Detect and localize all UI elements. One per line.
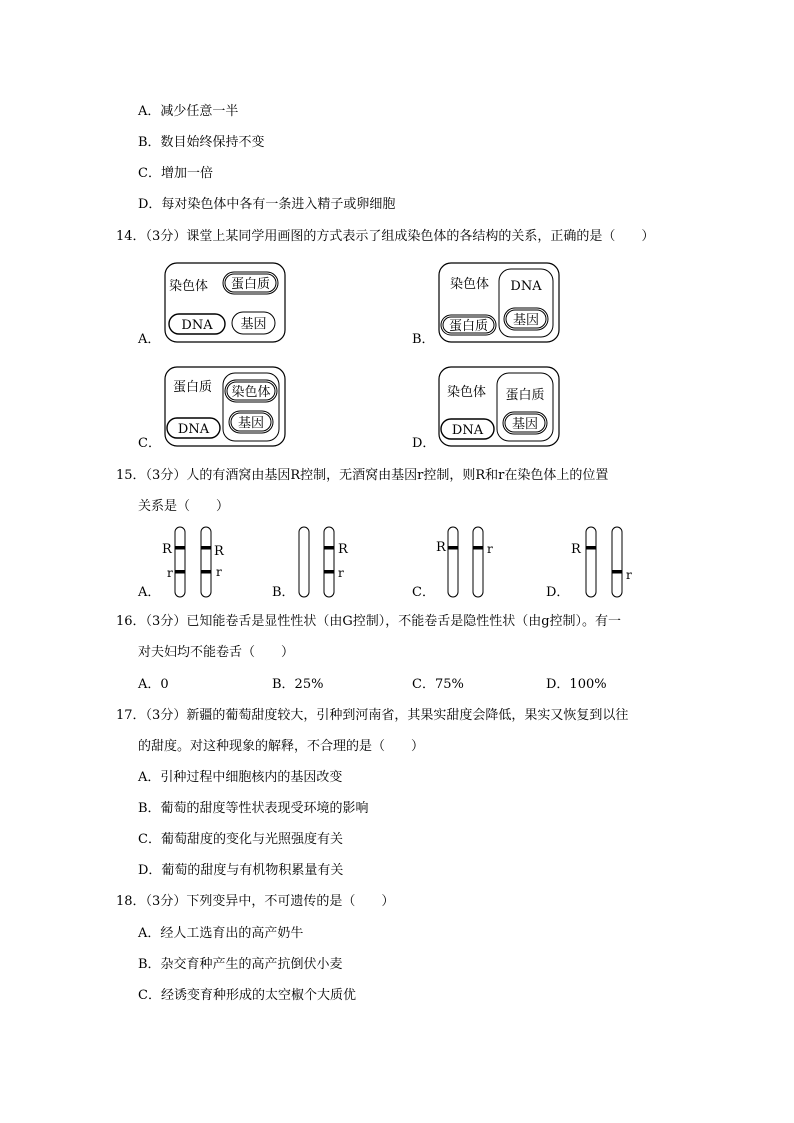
- q15-letter-d: D．: [546, 585, 570, 600]
- q15c-r: r: [487, 542, 493, 556]
- q16-option-a: A．0: [138, 677, 169, 692]
- q15-diagram-d: [566, 525, 642, 601]
- q18-stem: 18．（3分）下列变异中，不可遗传的是（ ）: [116, 894, 395, 909]
- q18-option-a: A．经人工选育出的高产奶牛: [138, 926, 304, 941]
- q14d-protein-label: 蛋白质: [505, 388, 545, 403]
- q15d-r: r: [626, 568, 632, 582]
- q14a-protein-label: 蛋白质: [230, 277, 271, 292]
- q14c-gene-label: 基因: [237, 416, 265, 431]
- q16-option-b: B．25%: [272, 677, 324, 692]
- q14b-dna-label: DNA: [510, 279, 542, 294]
- q14c-dna-label: DNA: [177, 422, 210, 437]
- q15d-R: R: [571, 542, 581, 557]
- q18-option-c: C．经诱变育种形成的太空椒个大质优: [138, 988, 356, 1003]
- q16-option-d: D．100%: [546, 677, 607, 692]
- q14-diagram-b: [438, 262, 560, 344]
- q14c-outer-label: 蛋白质: [173, 380, 213, 395]
- q16-option-c: C．75%: [412, 677, 464, 692]
- q15a-left-r: r: [167, 566, 173, 580]
- q15a-right-R: R: [214, 544, 224, 559]
- q17-option-b: B．葡萄的甜度等性状表现受环境的影响: [138, 801, 369, 816]
- q16-stem-line1: 16．（3分）已知能卷舌是显性性状（由G控制），不能卷舌是隐性性状（由g控制）。有一: [116, 614, 622, 629]
- q14-stem: 14．（3分）课堂上某同学用画图的方式表示了组成染色体的各结构的关系，正确的是（ ）: [116, 229, 655, 244]
- q15-diagram-a: [160, 525, 230, 601]
- q15a-left-R: R: [162, 542, 172, 557]
- q15b-R: R: [338, 542, 348, 557]
- q15a-right-r: r: [216, 565, 222, 579]
- q14-letter-b: B．: [412, 332, 435, 347]
- q13-option-d: D．每对染色体中各有一条进入精子或卵细胞: [138, 197, 396, 212]
- q15-letter-a: A．: [138, 585, 161, 600]
- q14-letter-d: D．: [412, 436, 436, 451]
- q15-letter-b: B．: [272, 585, 295, 600]
- q13-option-a: A．减少任意一半: [138, 104, 239, 119]
- q13-option-b: B．数目始终保持不变: [138, 135, 265, 150]
- q14-letter-a: A．: [138, 332, 161, 347]
- q17-option-c: C．葡萄甜度的变化与光照强度有关: [138, 832, 343, 847]
- q14-diagram-c: [164, 366, 286, 448]
- q15-diagram-c: [432, 525, 502, 601]
- q16-stem-line2: 对夫妇均不能卷舌（ ）: [138, 645, 295, 660]
- q17-option-a: A．引种过程中细胞核内的基因改变: [138, 770, 343, 785]
- q14-diagram-a: [164, 262, 286, 344]
- q15-stem-line1: 15．（3分）人的有酒窝由基因R控制，无酒窝由基因r控制，则R和r在染色体上的位置: [116, 468, 609, 483]
- q15c-R: R: [436, 540, 446, 555]
- q15b-r: r: [338, 566, 344, 580]
- q15-diagram-b: [292, 525, 362, 601]
- q14-diagram-d: [438, 366, 560, 448]
- q13-option-c: C．增加一倍: [138, 166, 213, 181]
- q14a-outer-label: 染色体: [169, 279, 209, 294]
- q14b-gene-label: 基因: [512, 313, 540, 328]
- q15-letter-c: C．: [412, 585, 435, 600]
- q17-option-d: D．葡萄的甜度与有机物积累量有关: [138, 863, 344, 878]
- q14b-protein-label: 蛋白质: [448, 319, 489, 334]
- q14c-chromosome-label: 染色体: [231, 385, 271, 400]
- q14d-gene-label: 基因: [511, 417, 539, 432]
- q17-stem-line2: 的甜度。对这种现象的解释，不合理的是（ ）: [138, 739, 425, 754]
- q17-stem-line1: 17．（3分）新疆的葡萄甜度较大，引种到河南省，其果实甜度会降低，果实又恢复到以往: [116, 708, 629, 723]
- q14b-outer-label: 染色体: [450, 277, 490, 292]
- q14-letter-c: C．: [138, 436, 161, 451]
- q14a-gene-label: 基因: [240, 317, 267, 332]
- q14d-dna-label: DNA: [451, 423, 484, 438]
- q14d-outer-label: 染色体: [447, 385, 487, 400]
- q15-stem-line2: 关系是（ ）: [138, 499, 230, 514]
- q18-option-b: B．杂交育种产生的高产抗倒伏小麦: [138, 957, 343, 972]
- q14a-dna-label: DNA: [181, 318, 213, 333]
